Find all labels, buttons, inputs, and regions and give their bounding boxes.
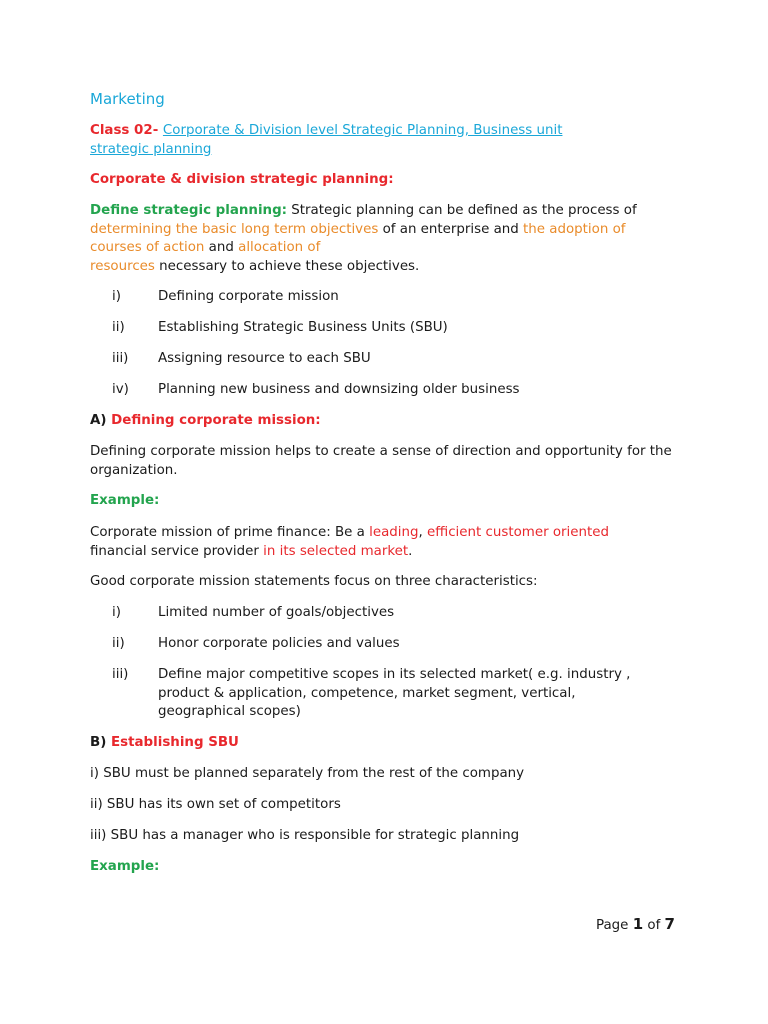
section-a-prefix: A)	[90, 413, 112, 428]
class-topic-link-cont[interactable]: strategic planning	[90, 141, 212, 157]
example-label: Example:	[90, 493, 160, 508]
define-highlight-4: allocation of	[238, 240, 321, 255]
define-highlight-5: resources	[90, 258, 155, 274]
prime-text-1: Corporate mission of prime finance: Be a	[90, 525, 370, 540]
define-highlight-1: determining the basic long term objectives	[90, 221, 379, 237]
define-text-3: and	[204, 240, 239, 255]
prime-highlight-3: in its selected market	[263, 543, 409, 559]
define-text-4: necessary to achieve these objectives.	[154, 258, 420, 274]
define-text-1: Strategic planning can be defined as the process of	[287, 203, 637, 218]
prime-highlight-1: leading	[369, 525, 419, 540]
page-current: 1	[632, 915, 644, 933]
prime-paragraph	[90, 524, 675, 561]
list-text: Limited number of goals/objectives	[158, 605, 395, 620]
sbu-point: iii) SBU has a manager who is responsible for strategic planning	[90, 828, 520, 843]
example-label: Example:	[90, 859, 160, 874]
page-of-label: of	[643, 918, 665, 933]
class-line	[90, 122, 675, 159]
list-text: Establishing Strategic Business Units (SBU)	[158, 320, 448, 335]
section-title: Corporate & division strategic planning:	[90, 172, 394, 187]
list-text: Assigning resource to each SBU	[158, 351, 371, 366]
mission-paragraph: Defining corporate mission helps to create a sense of direction and opportunity for the organization.	[90, 444, 672, 478]
class-topic-link[interactable]: Corporate & Division level Strategic Planning, Business unit	[162, 123, 563, 138]
list-number: iv)	[112, 382, 129, 397]
list-number: ii)	[112, 636, 125, 651]
list-number: i)	[112, 289, 121, 304]
list-number: iii)	[112, 351, 129, 366]
list-number: ii)	[112, 320, 125, 335]
define-label: Define strategic planning:	[90, 203, 288, 218]
list-number: iii)	[112, 667, 129, 682]
prime-text-4: .	[408, 543, 413, 559]
define-highlight-2: the adoption of	[523, 221, 626, 237]
page-total: 7	[664, 915, 675, 933]
good-statement: Good corporate mission statements focus on three characteristics:	[90, 574, 538, 589]
page-number-footer	[596, 914, 675, 936]
list-text: Planning new business and downsizing older business	[158, 382, 520, 397]
section-b-prefix: B)	[90, 735, 111, 750]
prime-text-3: financial service provider	[90, 543, 264, 559]
section-b-heading	[90, 734, 675, 753]
define-paragraph	[90, 202, 675, 276]
prime-highlight-2: efficient customer oriented	[427, 525, 609, 540]
list-text: Define major competitive scopes in its selected market( e.g. industry , product & application, competence, market segment, vertical, geographical scopes)	[158, 667, 631, 719]
page-label: Page	[596, 918, 633, 933]
prime-text-2: ,	[418, 525, 428, 540]
list-text: Honor corporate policies and values	[158, 636, 400, 651]
sbu-point: i) SBU must be planned separately from the rest of the company	[90, 766, 525, 781]
class-prefix: Class 02-	[90, 123, 163, 138]
doc-heading: Marketing	[90, 90, 165, 108]
sbu-point: ii) SBU has its own set of competitors	[90, 797, 341, 812]
section-a-title: Defining corporate mission:	[111, 413, 321, 428]
section-b-title: Establishing SBU	[111, 735, 239, 750]
list-number: i)	[112, 605, 121, 620]
list-text: Defining corporate mission	[158, 289, 339, 304]
define-highlight-3: courses of action	[90, 240, 205, 255]
define-text-2: of an enterprise and	[378, 221, 524, 237]
section-a-heading	[90, 412, 675, 431]
